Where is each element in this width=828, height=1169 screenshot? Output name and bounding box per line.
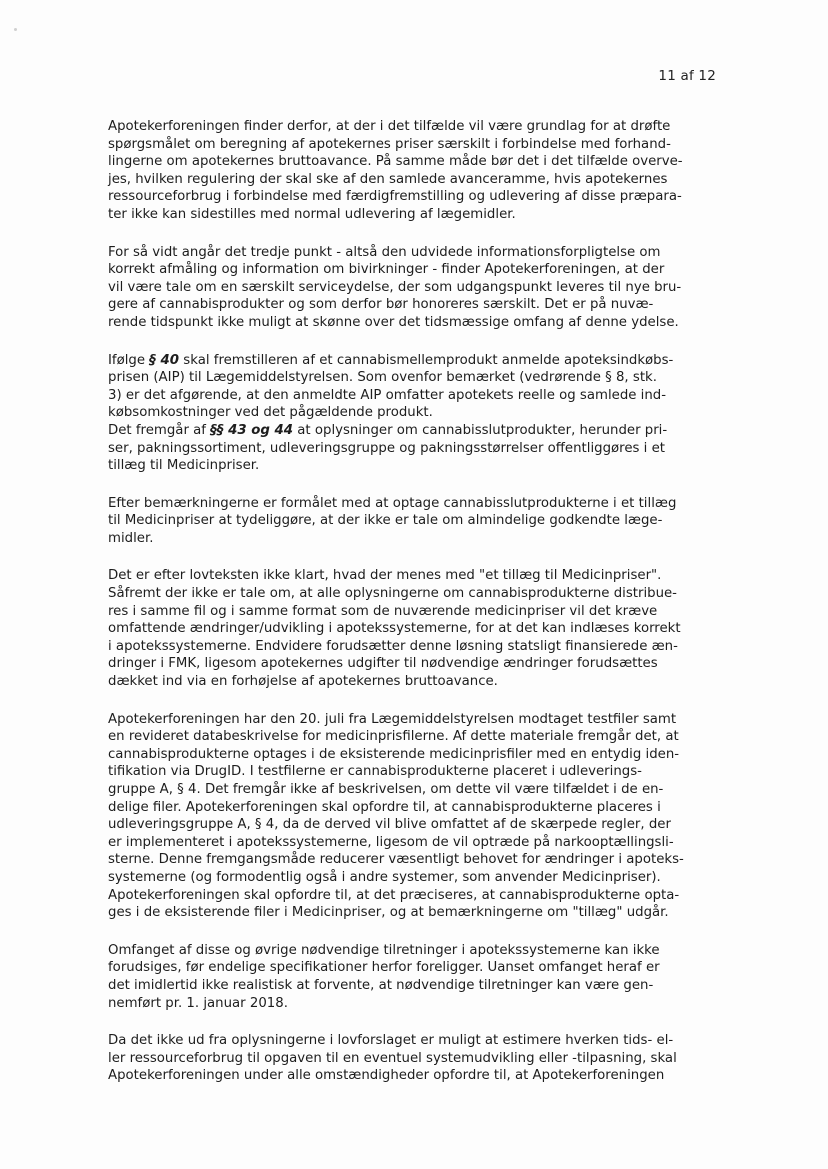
text-line: cannabisprodukterne optages i de eksisterende medicinprisfiler med en entydig iden- — [108, 746, 680, 762]
text-line: spørgsmålet om beregning af apotekernes priser særskilt i forbindelse med forhand- — [108, 136, 671, 152]
text-line: udleveringsgruppe A, § 4, da de derved vil blive omfattet af de skærpede regler, der — [108, 817, 671, 833]
text-line: Da det ikke ud fra oplysningerne i lovforslaget er muligt at estimere hverken tids- el- — [108, 1033, 674, 1049]
text-line: til Medicinpriser at tydeliggøre, at der ikke er tale om almindelige godkendte læge- — [108, 513, 663, 529]
text-line: Apotekerforeningen finder derfor, at der i det tilfælde vil være grundlag for at drøfte — [108, 119, 671, 134]
paragraph-3 — [108, 352, 714, 475]
text-segment: at oplysninger om cannabisslutprodukter, herunder pri- — [293, 422, 668, 438]
scan-artifact — [14, 28, 17, 31]
text-segment: Ifølge — [108, 352, 150, 368]
text-line: vil være tale om en særskilt serviceydelse, der som udgangspunkt leveres til nye bru- — [108, 279, 682, 295]
paragraph-8 — [108, 1032, 714, 1085]
text-line: delige filer. Apotekerforeningen skal opfordre til, at cannabisprodukterne placeres i — [108, 799, 661, 815]
text-line: Omfanget af disse og øvrige nødvendige tilretninger i apotekssystemerne kan ikke — [108, 942, 660, 958]
text-line: Det er efter lovteksten ikke klart, hvad der menes med "et tillæg til Medicinpriser". — [108, 568, 662, 584]
text-line: 3) er det afgørende, at den anmeldte AIP omfatter apotekets reelle og samlede ind- — [108, 387, 667, 403]
text-segment: Det fremgår af — [108, 422, 211, 438]
text-line: forudsiges, før endelige specifikationer herfor foreligger. Uanset omfanget heraf er — [108, 960, 660, 976]
text-line: systemerne (og formodentlig også i andre systemer, som anvender Medicinpriser). — [108, 869, 661, 885]
document-body — [108, 118, 714, 1085]
text-line: det imidlertid ikke realistisk at forvente, at nødvendige tilretninger kan være gen- — [108, 977, 654, 993]
section-reference: § 40 — [149, 352, 180, 368]
text-line: Apotekerforeningen har den 20. juli fra Lægemiddelstyrelsen modtaget testfiler samt — [108, 711, 677, 727]
text-line: prisen (AIP) til Lægemiddelstyrelsen. Som ovenfor bemærket (vedrørende § 8, stk. — [108, 370, 657, 386]
text-line: midler. — [108, 530, 154, 546]
paragraph-7 — [108, 942, 714, 1012]
section-reference: §§ 43 og 44 — [210, 422, 294, 438]
page-number: 11 af 12 — [658, 68, 716, 84]
text-line: korrekt afmåling og information om bivirkninger - finder Apotekerforeningen, at der — [108, 262, 665, 278]
text-line: Såfremt der ikke er tale om, at alle oplysningerne om cannabisprodukterne distribue- — [108, 586, 677, 602]
paragraph-2 — [108, 244, 714, 332]
text-line: omfattende ændringer/udvikling i apotekssystemerne, for at det kan indlæses korrekt — [108, 621, 681, 637]
text-line: ges i de eksisterende filer i Medicinpriser, og at bemærkningerne om "tillæg" udgår. — [108, 905, 669, 921]
text-line: tifikation via DrugID. I testfilerne er cannabisprodukterne placeret i udleverings- — [108, 764, 642, 780]
paragraph-5 — [108, 567, 714, 690]
text-line: i apotekssystemerne. Endvidere forudsætter denne løsning statsligt finansierede æn- — [108, 638, 678, 654]
text-line: dækket ind via en forhøjelse af apotekernes bruttoavance. — [108, 674, 498, 690]
text-line: Apotekerforeningen under alle omstændigheder opfordre til, at Apotekerforeningen — [108, 1068, 665, 1084]
text-line: er implementeret i apotekssystemerne, ligesom de vil optræde på narkooptællingsli- — [108, 834, 674, 850]
text-line: en revideret databeskrivelse for medicinprisfilerne. Af dette materiale fremgår det, at — [108, 729, 679, 745]
text-line: lingerne om apotekernes bruttoavance. På samme måde bør det i det tilfælde overve- — [108, 154, 683, 170]
text-line: købsomkostninger ved det pågældende produkt. — [108, 405, 433, 421]
text-line: rende tidspunkt ikke muligt at skønne over det tidsmæssige omfang af denne ydelse. — [108, 314, 679, 330]
text-line: ter ikke kan sidestilles med normal udlevering af lægemidler. — [108, 206, 516, 222]
text-line: ser, pakningssortiment, udleveringsgruppe og pakningsstørrelser offentliggøres i et — [108, 440, 665, 456]
text-line: ressourceforbrug i forbindelse med færdigfremstilling og udlevering af disse præpara- — [108, 189, 682, 205]
text-line: For så vidt angår det tredje punkt - altså den udvidede informationsforpligtelse om — [108, 244, 661, 260]
text-segment: skal fremstilleren af et cannabismellemprodukt anmelde apoteksindkøbs- — [179, 352, 674, 368]
text-line: res i samme fil og i samme format som de nuværende medicinpriser vil det kræve — [108, 603, 658, 619]
text-line: gere af cannabisprodukter og som derfor bør honoreres særskilt. Det er på nuvæ- — [108, 297, 654, 313]
text-line: nemført pr. 1. januar 2018. — [108, 995, 288, 1011]
paragraph-6 — [108, 711, 714, 922]
paragraph-4 — [108, 495, 714, 548]
paragraph-1 — [108, 118, 714, 224]
text-line: Efter bemærkningerne er formålet med at optage cannabisslutprodukterne i et tillæg — [108, 495, 677, 511]
text-line: dringer i FMK, ligesom apotekernes udgifter til nødvendige ændringer forudsættes — [108, 656, 658, 672]
text-line: ler ressourceforbrug til opgaven til en eventuel systemudvikling eller -tilpasning, skal — [108, 1050, 677, 1066]
text-line: jes, hvilken regulering der skal ske af den samlede avanceramme, hvis apotekernes — [108, 171, 668, 187]
text-line — [108, 352, 714, 370]
text-line — [108, 422, 714, 440]
text-line: gruppe A, § 4. Det fremgår ikke af beskrivelsen, om dette vil være tilfældet i de en- — [108, 782, 664, 797]
text-line: Apotekerforeningen skal opfordre til, at det præciseres, at cannabisprodukterne opta- — [108, 887, 680, 903]
text-line: sterne. Denne fremgangsmåde reducerer væsentligt behovet for ændringer i apoteks- — [108, 852, 684, 868]
text-line: tillæg til Medicinpriser. — [108, 458, 260, 474]
